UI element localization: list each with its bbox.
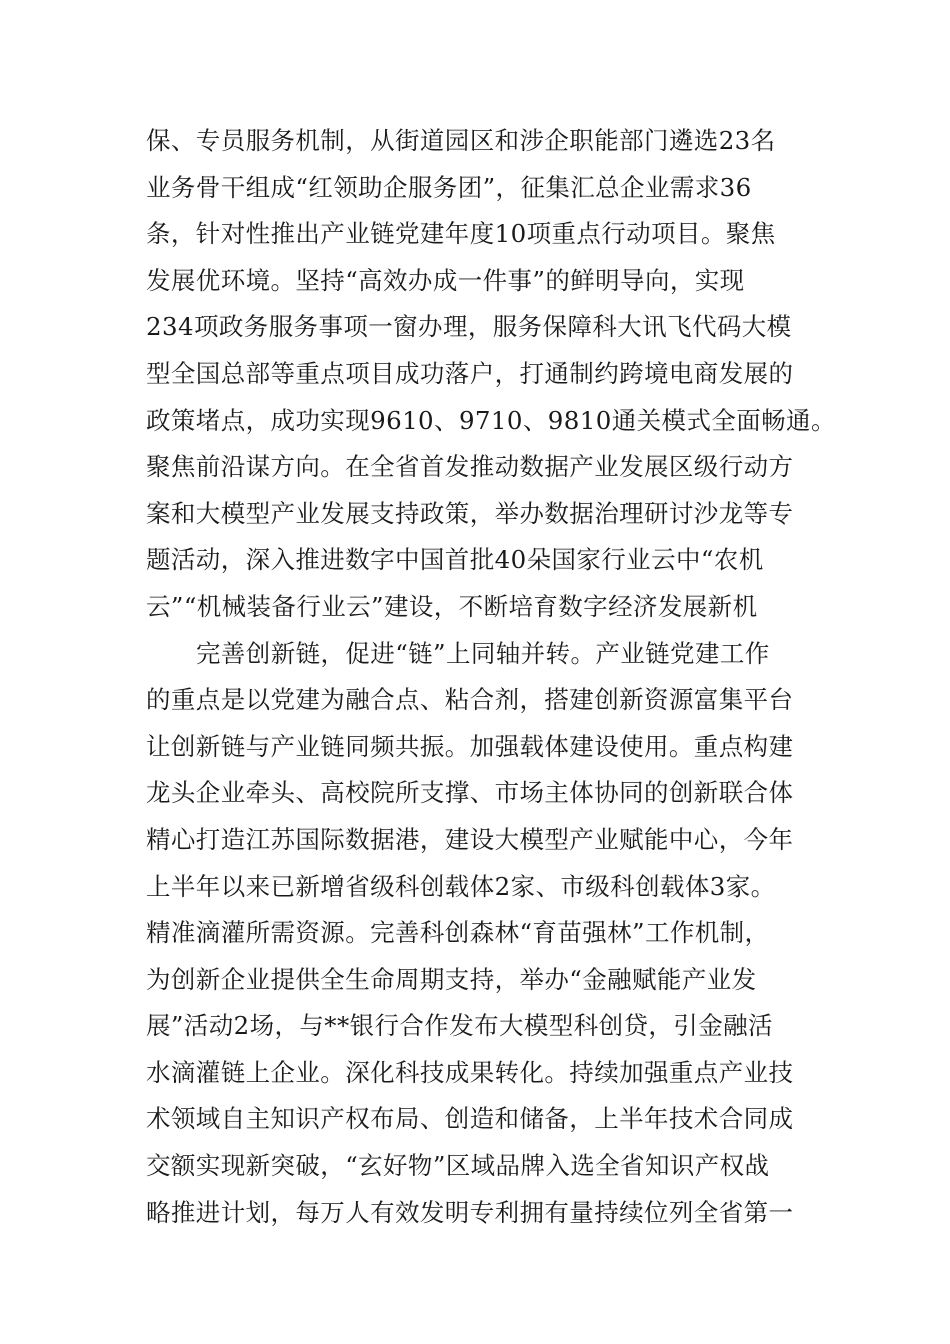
text-line: 业务骨干组成“红领助企服务团”，征集汇总企业需求36 [146,172,752,202]
text-line: 保、专员服务机制，从街道园区和涉企职能部门遴选23名 [146,126,776,155]
text-line: 题活动，深入推进数字中国首批40朵国家行业云中“农机 [146,545,764,575]
text-line: 略推进计划，每万人有效发明专利拥有量持续位列全省第一 [146,1197,794,1227]
text-line: 条，针对性推出产业链党建年度10项重点行动项目。聚焦 [146,219,776,249]
text-line: 云”“机械装备行业云”建设，不断培育数字经济发展新机 [146,591,758,621]
text-line: 让创新链与产业链同频共振。加强载体建设使用。重点构建 [146,731,794,761]
text-line: 精准滴灌所需资源。完善科创森林“育苗强林”工作机制， [146,918,770,948]
text-line: 水滴灌链上企业。深化科技成果转化。持续加强重点产业技 [146,1057,794,1087]
text-line: 精心打造江苏国际数据港，建设大模型产业赋能中心，今年 [146,824,794,854]
text-line: 的重点是以党建为融合点、粘合剂，搭建创新资源富集平台 [146,685,794,715]
text-line: 为创新企业提供全生命周期支持，举办“金融赋能产业发 [146,964,757,994]
text-line: 展”活动2场，与**银行合作发布大模型科创贷，引金融活 [146,1011,773,1041]
text-line: 案和大模型产业发展支持政策，举办数据治理研讨沙龙等专 [146,498,794,528]
text-line: 交额实现新突破，“玄好物”区域品牌入选全省知识产权战 [146,1151,770,1181]
text-line: 术领域自主知识产权布局、创造和储备，上半年技术合同成 [146,1104,794,1134]
text-line: 上半年以来已新增省级科创载体2家、市级科创载体3家。 [146,871,776,901]
text-line: 型全国总部等重点项目成功落户，打通制约跨境电商发展的 [146,358,794,388]
body-text [146,118,836,1236]
text-line: 龙头企业牵头、高校院所支撑、市场主体协同的创新联合体 [146,778,794,808]
text-line: 发展优环境。坚持“高效办成一件事”的鲜明导向，实现 [146,265,745,295]
text-line: 聚焦前沿谋方向。在全省首发推动数据产业发展区级行动方 [146,452,794,482]
paragraph-start-line: 完善创新链，促进“链”上同轴并转。产业链党建工作 [196,638,770,668]
text-line: 234项政务服务事项一窗办理，服务保障科大讯飞代码大模 [146,312,792,342]
text-line: 政策堵点，成功实现9610、9710、9810通关模式全面畅通。 [146,405,836,435]
